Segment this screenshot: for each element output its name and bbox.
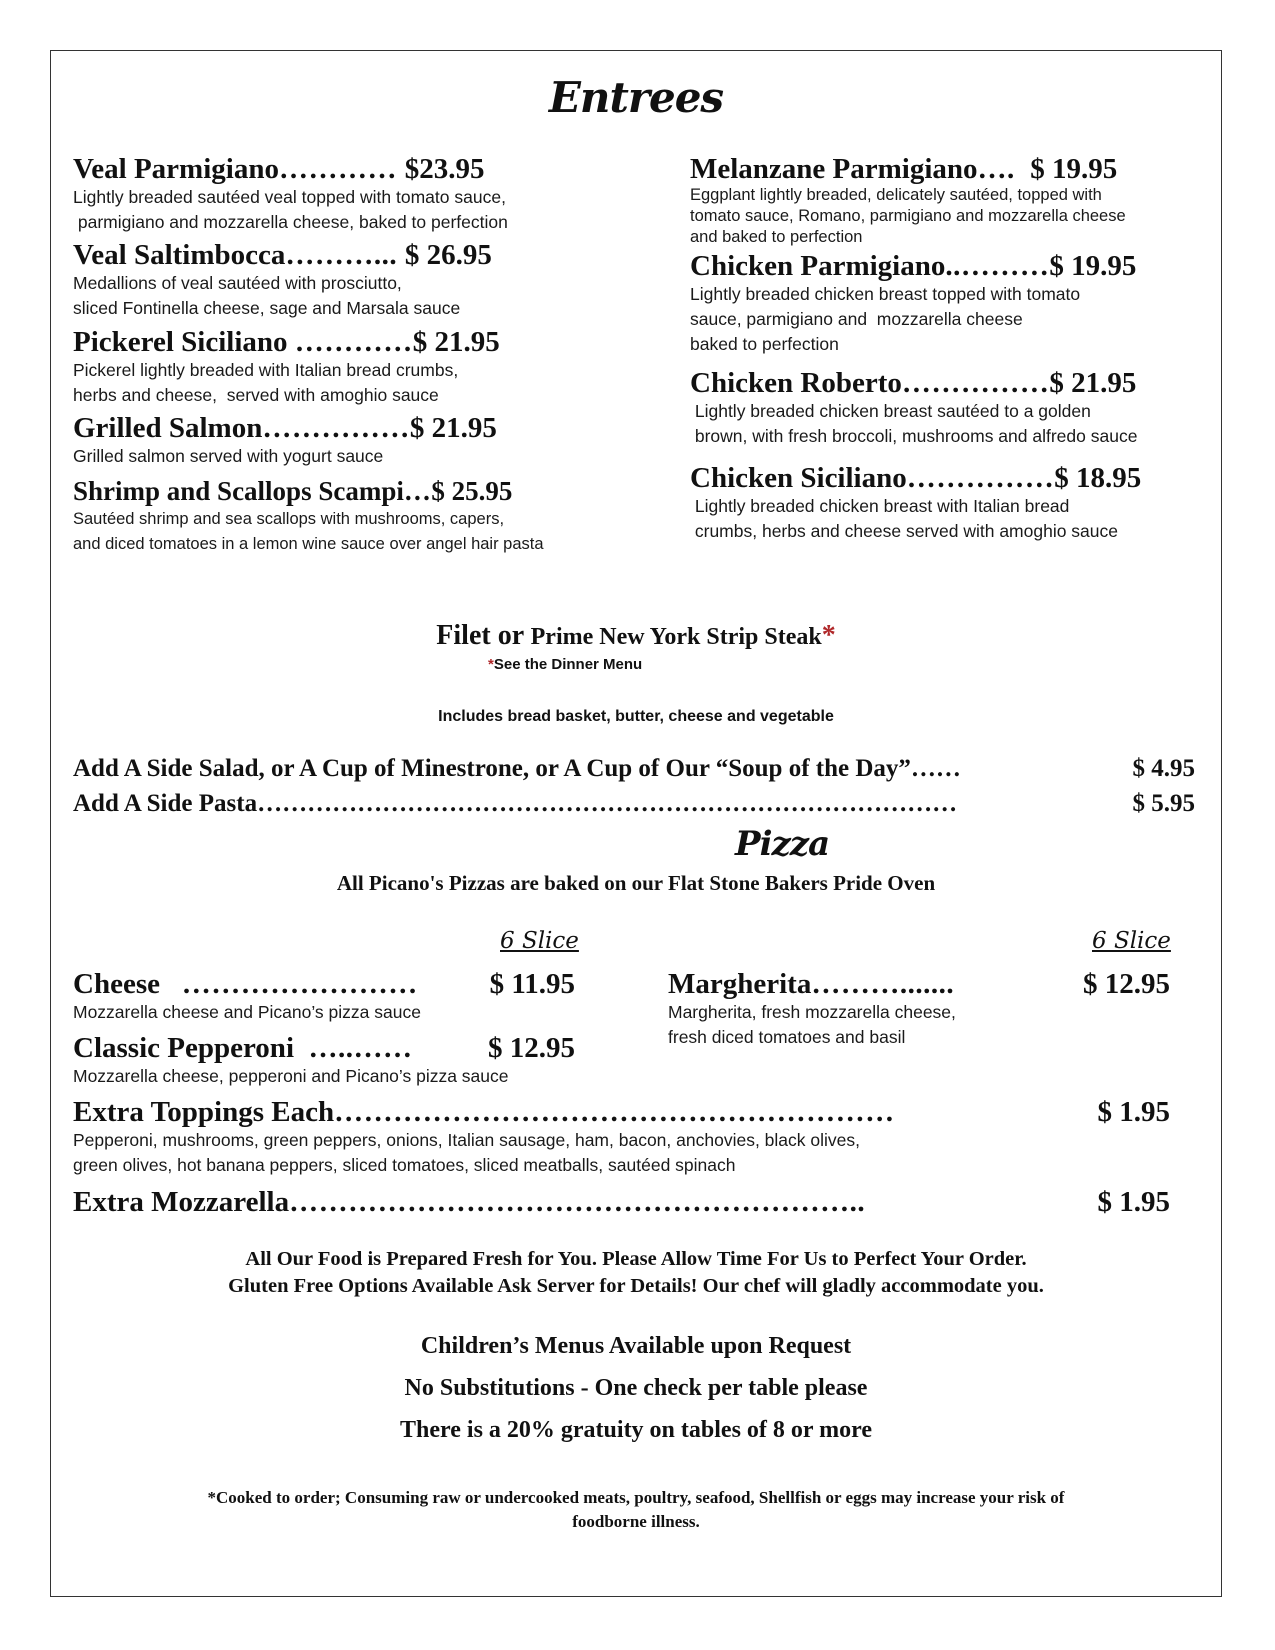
item-desc-line: Pickerel lightly breaded with Italian bread crumbs,: [73, 360, 459, 380]
leader-dots: ……………: [262, 412, 410, 444]
item-desc-line: Sautéed shrimp and sea scallops with mushrooms, capers,: [73, 510, 505, 528]
item-desc-line: Mozzarella cheese, pepperoni and Picano’s pizza sauce: [73, 1066, 509, 1086]
fresh-note: All Our Food is Prepared Fresh for You. Please Allow Time For Us to Perfect Your Order.: [245, 1248, 1027, 1270]
item-desc-line: green olives, hot banana peppers, sliced tomatoes, sliced meatballs, sautéed spinach: [73, 1155, 736, 1175]
leader-dots: …..……: [308, 1032, 413, 1064]
leader-dots: …………: [278, 153, 405, 185]
item-price: $ 21.95: [1049, 367, 1137, 399]
disclaimer-line-1: *Cooked to order; Consuming raw or undercooked meats, poultry, seafood, Shellfish or eggs may increase your risk of: [207, 1488, 1065, 1507]
item-name: Shrimp and Scallops Scampi: [73, 476, 404, 506]
item-price: $ 21.95: [409, 412, 497, 444]
item-price: $ 25.95: [431, 476, 513, 506]
item-desc-line: herbs and cheese, served with amoghio sauce: [73, 385, 439, 405]
addon-side-pasta: [73, 789, 1195, 819]
item-price: $ 18.95: [1054, 462, 1142, 494]
steak-filet: Filet or: [436, 620, 531, 651]
entree-item-veal-saltimbocca: [73, 239, 492, 321]
entree-item-grilled-salmon: [73, 412, 497, 469]
steak-prime: Prime New York Strip Steak: [530, 624, 822, 650]
entree-item-melanzane-parmigiano: [690, 153, 1126, 248]
item-name: Extra Toppings Each: [73, 1096, 335, 1128]
pizza-title: Pizza: [735, 824, 830, 864]
item-desc-line: tomato sauce, Romano, parmigiano and mozzarella cheese: [690, 207, 1126, 225]
addon-label: Add A Side Salad, or A Cup of Minestrone, or A Cup of Our “Soup of the Day”……: [73, 755, 961, 782]
item-price: $ 12.95: [488, 1032, 575, 1064]
item-name: Classic Pepperoni: [73, 1032, 309, 1064]
item-desc-line: Lightly breaded chicken breast with Italian bread: [690, 496, 1070, 516]
pizza-subtitle: All Picano's Pizzas are baked on our Flat Stone Bakers Pride Oven: [336, 871, 936, 895]
leader-dots: …………………………………………………..: [289, 1186, 866, 1218]
addon-label: Add A Side Pasta…………………………………………………………………………: [73, 790, 958, 817]
item-desc-line: and diced tomatoes in a lemon wine sauce over angel hair pasta: [73, 535, 544, 553]
item-price: $ 1.95: [1097, 1096, 1170, 1128]
item-desc-line: Pepperoni, mushrooms, green peppers, onions, Italian sausage, ham, bacon, anchovies, black olives,: [73, 1130, 860, 1150]
entree-item-pickerel-siciliano: [73, 326, 500, 408]
leader-dots: ..………: [945, 250, 1050, 282]
item-name: Veal Parmigiano: [73, 153, 279, 185]
item-name: Extra Mozzarella: [73, 1186, 290, 1218]
pizza-extra-mozzarella: [73, 1186, 1170, 1218]
leader-dots: ….: [977, 153, 1031, 185]
leader-dots: ……………………: [181, 968, 418, 1000]
includes-note: Includes bread basket, butter, cheese and vegetable: [438, 708, 834, 725]
item-price: $ 19.95: [1049, 250, 1137, 282]
steak-note-text: See the Dinner Menu: [493, 656, 643, 673]
gluten-free-note: Gluten Free Options Available Ask Server for Details! Our chef will gladly accommodate you.: [228, 1275, 1044, 1297]
disclaimer-line-2: foodborne illness.: [572, 1512, 700, 1531]
leader-dots: …………………………………………………: [334, 1096, 895, 1128]
item-name: Pickerel Siciliano: [73, 326, 295, 358]
steak-heading: [50, 620, 1222, 653]
entree-item-chicken-siciliano: [690, 462, 1141, 544]
slice-label-left: 6 Slice: [500, 928, 579, 954]
item-desc-line: sauce, parmigiano and mozzarella cheese: [690, 309, 1023, 329]
children-menu-note: Children’s Menus Available upon Request: [420, 1333, 852, 1359]
entree-item-chicken-roberto: [690, 367, 1137, 449]
leader-dots: …………: [294, 326, 413, 358]
item-desc-line: brown, with fresh broccoli, mushrooms and alfredo sauce: [690, 426, 1138, 446]
item-desc-line: Grilled salmon served with yogurt sauce: [73, 446, 384, 466]
item-name: Chicken Parmigiano: [690, 250, 946, 282]
item-name: Cheese: [73, 968, 182, 1000]
pizza-item-classic-pepperoni: [73, 1032, 575, 1089]
item-price: $ 26.95: [404, 239, 492, 271]
addon-price: $ 5.95: [1132, 790, 1195, 817]
entree-item-shrimp-scallops-scampi: [73, 475, 544, 557]
item-name: Veal Saltimbocca: [73, 239, 286, 271]
item-desc-line: and baked to perfection: [690, 228, 863, 246]
item-desc-line: Mozzarella cheese and Picano’s pizza sauce: [73, 1002, 421, 1022]
item-name: Chicken Roberto: [690, 367, 902, 399]
item-desc-line: Lightly breaded sautéed veal topped with tomato sauce,: [73, 187, 506, 207]
item-desc-line: Eggplant lightly breaded, delicately sautéed, topped with: [690, 186, 1102, 204]
item-price: $23.95: [404, 153, 485, 185]
item-desc-line: sliced Fontinella cheese, sage and Marsala sauce: [73, 298, 461, 318]
item-name: Margherita: [668, 968, 812, 1000]
item-desc-line: Medallions of veal sautéed with prosciutto,: [73, 273, 402, 293]
item-price: $ 19.95: [1030, 153, 1118, 185]
leader-dots: …: [403, 476, 432, 506]
item-price: $ 11.95: [489, 968, 575, 1000]
substitutions-note: No Substitutions - One check per table please: [404, 1375, 868, 1401]
slice-label-right: 6 Slice: [1092, 928, 1171, 954]
item-desc-line: Lightly breaded chicken breast topped with tomato: [690, 284, 1081, 304]
item-desc-line: parmigiano and mozzarella cheese, baked to perfection: [73, 212, 508, 232]
leader-dots: ………...: [285, 239, 405, 271]
entree-item-veal-parmigiano: [73, 153, 508, 235]
leader-dots: ……………: [901, 367, 1050, 399]
addon-price: $ 4.95: [1132, 755, 1195, 782]
item-desc-line: Margherita, fresh mozzarella cheese,: [668, 1002, 956, 1022]
gratuity-note: There is a 20% gratuity on tables of 8 or more: [400, 1417, 872, 1443]
asterisk-mark: *: [488, 656, 494, 673]
leader-dots: ……………: [906, 462, 1055, 494]
item-price: $ 12.95: [1083, 968, 1170, 1000]
leader-dots: ……….......: [811, 968, 955, 1000]
item-price: $ 1.95: [1097, 1186, 1170, 1218]
entree-item-chicken-parmigiano: [690, 250, 1136, 357]
steak-note: [488, 656, 642, 674]
entrees-title: Entrees: [548, 73, 724, 122]
item-desc-line: fresh diced tomatoes and basil: [668, 1027, 906, 1047]
pizza-item-cheese: [73, 968, 575, 1025]
pizza-extra-toppings: [73, 1096, 1170, 1178]
item-name: Grilled Salmon: [73, 412, 263, 444]
pizza-item-margherita: [668, 968, 1170, 1050]
item-price: $ 21.95: [412, 326, 500, 358]
item-desc-line: Lightly breaded chicken breast sautéed to a golden: [690, 401, 1091, 421]
addon-side-salad: [73, 754, 1195, 784]
asterisk-mark: *: [821, 620, 836, 651]
item-name: Melanzane Parmigiano: [690, 153, 978, 185]
item-desc-line: crumbs, herbs and cheese served with amoghio sauce: [690, 521, 1119, 541]
item-desc-line: baked to perfection: [690, 334, 839, 354]
item-name: Chicken Siciliano: [690, 462, 907, 494]
